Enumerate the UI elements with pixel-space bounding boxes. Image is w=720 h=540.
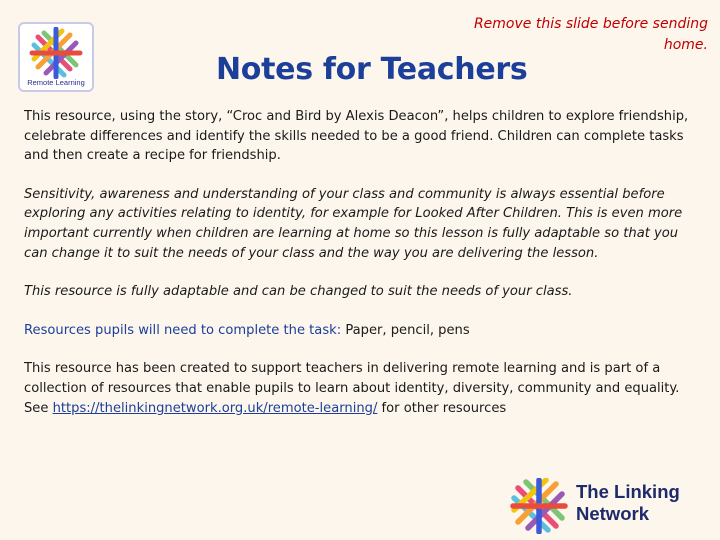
linking-network-icon	[510, 478, 568, 534]
remote-learning-link[interactable]: https://thelinkingnetwork.org.uk/remote-learning/	[52, 400, 378, 416]
page-title: Notes for Teachers	[216, 52, 528, 87]
badge-label: Remote Learning	[27, 78, 85, 87]
logo-line-1: The Linking	[576, 481, 680, 502]
remove-slide-warning: Remove this slide before sending home.	[473, 16, 708, 53]
intro-paragraph: This resource, using the story, “Croc and Bird by Alexis Deacon”, helps children to explore friendship, celebrate differences and identify the skills needed to be a good friend. Children can complete tasks and then create a recipe for friendship.	[24, 109, 689, 164]
notes-content	[24, 107, 704, 437]
remote-learning-badge	[18, 22, 94, 92]
logo-line-2: Network	[576, 503, 649, 524]
about-prefix: This resource has been created to support teachers in delivering remote learning and is part of a collection of resources that enable pupils to learn about identity, diversity, community and equality. See	[24, 361, 680, 416]
resources-value: Paper, pencil, pens	[345, 322, 470, 338]
about-paragraph	[24, 359, 704, 418]
adaptable-paragraph: This resource is fully adaptable and can be changed to suit the needs of your class.	[24, 284, 573, 300]
resources-paragraph	[24, 321, 704, 341]
linking-network-logo	[576, 481, 680, 525]
about-suffix: for other resources	[381, 400, 507, 416]
sensitivity-paragraph: Sensitivity, awareness and understanding of your class and community is always essential before exploring any activities relating to identity, for example for Looked After Children. This is even more important currently when children are learning at home so this lesson is fully adaptable so that you can change it to suit the needs of your class and the way you are delivering the lesson.	[24, 186, 683, 261]
resources-label: Resources pupils will need to complete the task:	[24, 322, 342, 338]
woven-star-icon	[28, 27, 84, 79]
